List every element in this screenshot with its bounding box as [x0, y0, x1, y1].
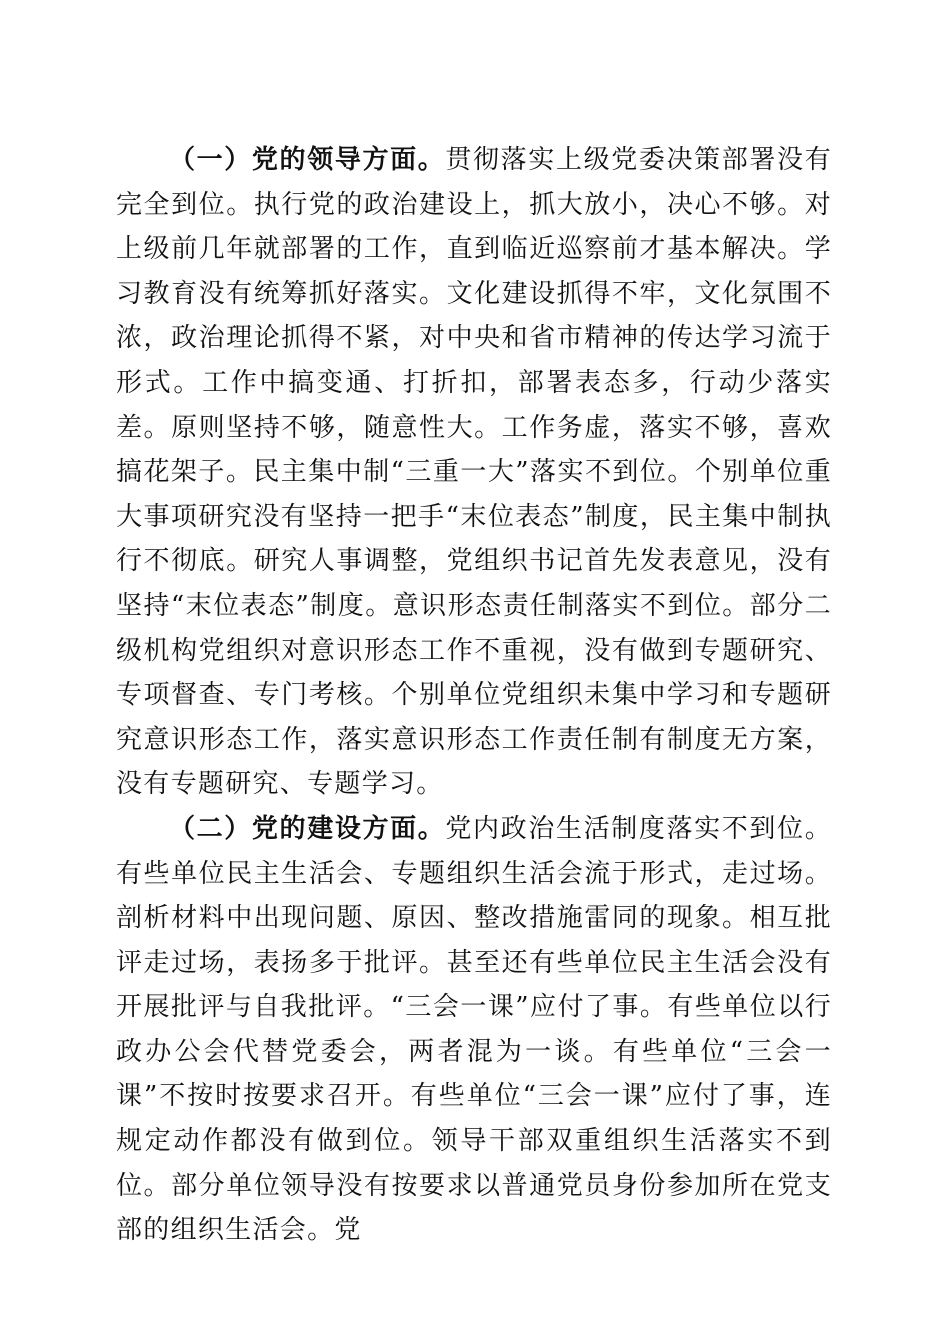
document-body: [116, 138, 832, 1253]
paragraph-party-building: [116, 807, 832, 1253]
paragraph-heading: （一）党的领导方面。: [169, 145, 446, 175]
paragraph-text: 贯彻落实上级党委决策部署没有完全到位。执行党的政治建设上，抓大放小，决心不够。对上级前几年就部署的工作，直到临近巡察前才基本解决。学习教育没有统筹抓好落实。文化建设抓得不牢，文化氛围不浓，政治理论抓得不紧，对中央和省市精神的传达学习流于形式。工作中搞变通、打折扣，部署表态多，行动少落实差。原则坚持不够，随意性大。工作务虚，落实不够，喜欢搞花架子。民主集中制“三重一大”落实不到位。个别单位重大事项研究没有坚持一把手“末位表态”制度，民主集中制执行不彻底。研究人事调整，党组织书记首先发表意见，没有坚持“末位表态”制度。意识形态责任制落实不到位。部分二级机构党组织对意识形态工作不重视，没有做到专题研究、专项督查、专门考核。个别单位党组织未集中学习和专题研究意识形态工作，落实意识形态工作责任制有制度无方案，没有专题研究、专题学习。: [116, 145, 832, 800]
paragraph-text: 党内政治生活制度落实不到位。有些单位民主生活会、专题组织生活会流于形式，走过场。剖析材料中出现问题、原因、整改措施雷同的现象。相互批评走过场，表扬多于批评。甚至还有些单位民主生活会没有开展批评与自我批评。“三会一课”应付了事。有些单位以行政办公会代替党委会，两者混为一谈。有些单位“三会一课”不按时按要求召开。有些单位“三会一课”应付了事，连规定动作都没有做到位。领导干部双重组织生活落实不到位。部分单位领导没有按要求以普通党员身份参加所在党支部的组织生活会。党: [116, 813, 832, 1246]
paragraph-heading: （二）党的建设方面。: [169, 813, 446, 844]
paragraph-party-leadership: [116, 138, 832, 807]
